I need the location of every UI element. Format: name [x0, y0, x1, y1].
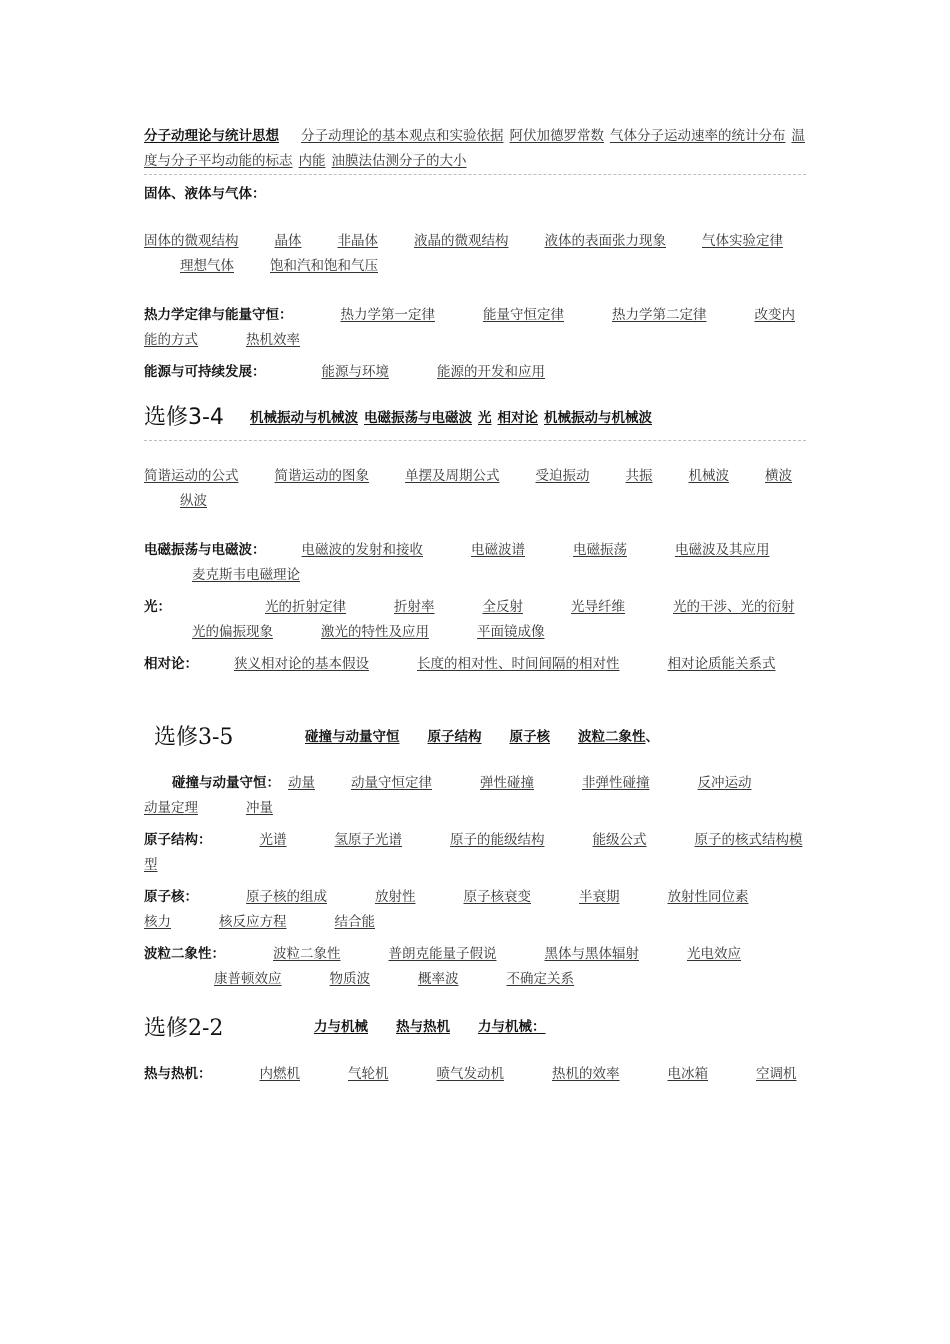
heat-engine-block: [144, 1062, 806, 1087]
link-mechanical-vibration[interactable]: 机械振动与机械波: [250, 410, 358, 426]
link-interference-diffraction[interactable]: 光的干涉、光的衍射: [673, 599, 795, 615]
relativity-block: [144, 652, 806, 677]
nucleus-heading: 原子核：: [144, 889, 198, 905]
link-level-formula[interactable]: 能级公式: [592, 832, 647, 848]
energy-block: [144, 360, 806, 385]
link-em-spectrum[interactable]: 电磁波谱: [471, 542, 525, 558]
link-shm-formula[interactable]: 简谐运动的公式: [144, 468, 239, 484]
section-3-5-links: [305, 725, 659, 750]
link-longitudinal-wave[interactable]: 纵波: [180, 493, 207, 509]
link-turbine[interactable]: 气轮机: [348, 1066, 389, 1082]
link-heat-engine-efficiency[interactable]: 热机的效率: [552, 1066, 620, 1082]
link-first-law[interactable]: 热力学第一定律: [340, 307, 435, 323]
link-energy-development[interactable]: 能源的开发和应用: [437, 364, 545, 380]
link-maxwell[interactable]: 麦克斯韦电磁理论: [192, 567, 300, 583]
link-spectrum[interactable]: 光谱: [259, 832, 287, 848]
link-mechanical-vibration-2[interactable]: 机械振动与机械波: [544, 410, 652, 426]
link-energy-environment[interactable]: 能源与环境: [321, 364, 389, 380]
vibration-links: [144, 464, 806, 514]
link-energy-conservation[interactable]: 能量守恒定律: [483, 307, 564, 323]
atomic-structure-heading: 原子结构：: [144, 832, 212, 848]
link-uncertainty[interactable]: 不确定关系: [506, 971, 574, 987]
nucleus-block: [144, 885, 806, 935]
em-block: [144, 538, 806, 588]
section-3-4-links: [250, 406, 652, 431]
link-refractive-index[interactable]: 折射率: [394, 599, 435, 615]
relativity-heading: 相对论：: [144, 656, 198, 672]
section-title-3-4: 选修3-4: [144, 405, 224, 430]
link-gas-laws[interactable]: 气体实验定律: [702, 233, 783, 249]
link-matter-wave[interactable]: 物质波: [329, 971, 370, 987]
link-collision-momentum[interactable]: 碰撞与动量守恒: [305, 729, 400, 745]
link-surface-tension[interactable]: 液体的表面张力现象: [544, 233, 666, 249]
divider: [144, 440, 806, 441]
link-em-emission[interactable]: 电磁波的发射和接收: [301, 542, 423, 558]
link-wave-particle-duality[interactable]: 波粒二象性: [273, 946, 341, 962]
link-refrigerator[interactable]: 电冰箱: [667, 1066, 708, 1082]
link-probability-wave[interactable]: 概率波: [418, 971, 459, 987]
link-solid-microstructure[interactable]: 固体的微观结构: [144, 233, 239, 249]
link-energy-levels[interactable]: 原子的能级结构: [450, 832, 545, 848]
link-second-law[interactable]: 热力学第二定律: [612, 307, 707, 323]
link-speed-distribution[interactable]: 气体分子运动速率的统计分布: [610, 128, 786, 144]
light-heading: 光：: [144, 599, 171, 615]
link-em-oscillation[interactable]: 电磁振荡与电磁波: [364, 410, 472, 426]
link-wave-particle[interactable]: 波粒二象性: [578, 729, 646, 745]
link-relativity[interactable]: 相对论: [497, 410, 538, 426]
thermodynamics-block: [144, 303, 806, 353]
link-internal-energy[interactable]: 内能: [298, 153, 326, 169]
kinetic-theory-heading: 分子动理论与统计思想: [144, 128, 279, 144]
link-laser[interactable]: 激光的特性及应用: [321, 624, 429, 640]
link-temperature-kinetic[interactable]: 温度与分子平均动能的标志: [144, 128, 805, 169]
link-half-life[interactable]: 半衰期: [579, 889, 620, 905]
collision-block: [144, 771, 806, 821]
link-em-oscillation-2[interactable]: 电磁振荡: [573, 542, 627, 558]
link-ideal-gas[interactable]: 理想气体: [180, 258, 234, 274]
solid-liquid-gas-heading: 固体、液体与气体：: [144, 186, 266, 202]
link-impulse[interactable]: 冲量: [246, 800, 273, 816]
link-atomic-structure[interactable]: 原子结构: [427, 729, 482, 745]
link-avogadro[interactable]: 阿伏加德罗常数: [509, 128, 604, 144]
link-resonance[interactable]: 共振: [625, 468, 653, 484]
link-shm-graph[interactable]: 简谐运动的图象: [274, 468, 369, 484]
link-elastic-collision[interactable]: 弹性碰撞: [480, 775, 534, 791]
link-recoil[interactable]: 反冲运动: [697, 775, 752, 791]
link-momentum-theorem[interactable]: 动量定理: [144, 800, 198, 816]
link-pendulum[interactable]: 单摆及周期公式: [405, 468, 500, 484]
link-hydrogen-spectrum[interactable]: 氢原子光谱: [334, 832, 402, 848]
link-binding-energy[interactable]: 结合能: [334, 914, 375, 930]
link-air-conditioner[interactable]: 空调机: [756, 1066, 797, 1082]
link-blackbody[interactable]: 黑体与黑体辐射: [544, 946, 639, 962]
wave-particle-block: [144, 942, 806, 992]
link-heat-engine[interactable]: 热与热机: [396, 1019, 450, 1035]
link-jet-engine[interactable]: 喷气发动机: [436, 1066, 504, 1082]
link-amorphous[interactable]: 非晶体: [337, 233, 378, 249]
solid-liquid-gas-heading-row: [144, 182, 806, 207]
link-change-internal-energy[interactable]: 改变内能的方式: [144, 307, 795, 348]
link-saturated-vapor[interactable]: 饱和汽和饱和气压: [270, 258, 378, 274]
link-refraction-law[interactable]: 光的折射定律: [265, 599, 346, 615]
link-photoelectric[interactable]: 光电效应: [687, 946, 741, 962]
link-forced-vibration[interactable]: 受迫振动: [535, 468, 590, 484]
thermodynamics-heading: 热力学定律与能量守恒：: [144, 307, 293, 323]
link-internal-combustion[interactable]: 内燃机: [259, 1066, 300, 1082]
link-transverse-wave[interactable]: 横波: [765, 468, 792, 484]
link-total-reflection[interactable]: 全反射: [482, 599, 523, 615]
link-nucleus-composition[interactable]: 原子核的组成: [246, 889, 327, 905]
link-polarization[interactable]: 光的偏振现象: [192, 624, 273, 640]
link-liquid-crystal[interactable]: 液晶的微观结构: [414, 233, 509, 249]
collision-heading: 碰撞与动量守恒：: [172, 775, 280, 791]
link-crystal[interactable]: 晶体: [274, 233, 302, 249]
solid-liquid-gas-links: [144, 229, 806, 279]
energy-heading: 能源与可持续发展：: [144, 364, 266, 380]
link-kinetic-basics[interactable]: 分子动理论的基本观点和实验依据: [301, 128, 504, 144]
link-plane-mirror[interactable]: 平面镜成像: [477, 624, 545, 640]
link-isotope[interactable]: 放射性同位素: [667, 889, 749, 905]
section-title-2-2: 选修2-2: [144, 1016, 224, 1041]
link-special-relativity[interactable]: 狭义相对论的基本假设: [234, 656, 369, 672]
wave-particle-heading: 波粒二象性：: [144, 946, 225, 962]
section-2-2-links: [314, 1015, 546, 1040]
link-reaction-equation[interactable]: 核反应方程: [219, 914, 287, 930]
divider: [144, 174, 806, 175]
link-nucleus[interactable]: 原子核: [509, 729, 550, 745]
link-light[interactable]: 光: [478, 410, 492, 426]
link-optical-fiber[interactable]: 光导纤维: [571, 599, 625, 615]
heat-engine-heading: 热与热机：: [144, 1066, 212, 1082]
link-nuclear-model[interactable]: 原子的核式结构模型: [144, 832, 803, 873]
link-length-time-relativity[interactable]: 长度的相对性、时间间隔的相对性: [417, 656, 620, 672]
atomic-structure-block: [144, 828, 806, 878]
link-oil-film[interactable]: 油膜法估测分子的大小: [331, 153, 467, 169]
link-engine-efficiency[interactable]: 热机效率: [246, 332, 300, 348]
kinetic-theory-block: [144, 124, 806, 174]
link-momentum-conservation[interactable]: 动量守恒定律: [351, 775, 432, 791]
link-radioactivity[interactable]: 放射性: [375, 889, 416, 905]
link-compton[interactable]: 康普顿效应: [214, 971, 282, 987]
em-heading: 电磁振荡与电磁波：: [144, 542, 266, 558]
link-mass-energy[interactable]: 相对论质能关系式: [667, 656, 776, 672]
section-3-5-tail: 、: [645, 729, 659, 745]
link-em-applications[interactable]: 电磁波及其应用: [675, 542, 770, 558]
link-momentum[interactable]: 动量: [288, 775, 315, 791]
link-mechanical-wave[interactable]: 机械波: [688, 468, 729, 484]
link-force-machinery[interactable]: 力与机械: [314, 1019, 368, 1035]
section-title-3-5: 选修3-5: [154, 725, 234, 750]
link-force-machinery-2[interactable]: 力与机械：: [478, 1019, 546, 1035]
link-nuclear-force[interactable]: 核力: [144, 914, 171, 930]
link-planck[interactable]: 普朗克能量子假说: [388, 946, 497, 962]
link-inelastic-collision[interactable]: 非弹性碰撞: [582, 775, 650, 791]
link-decay[interactable]: 原子核衰变: [463, 889, 531, 905]
light-block: [144, 595, 806, 645]
